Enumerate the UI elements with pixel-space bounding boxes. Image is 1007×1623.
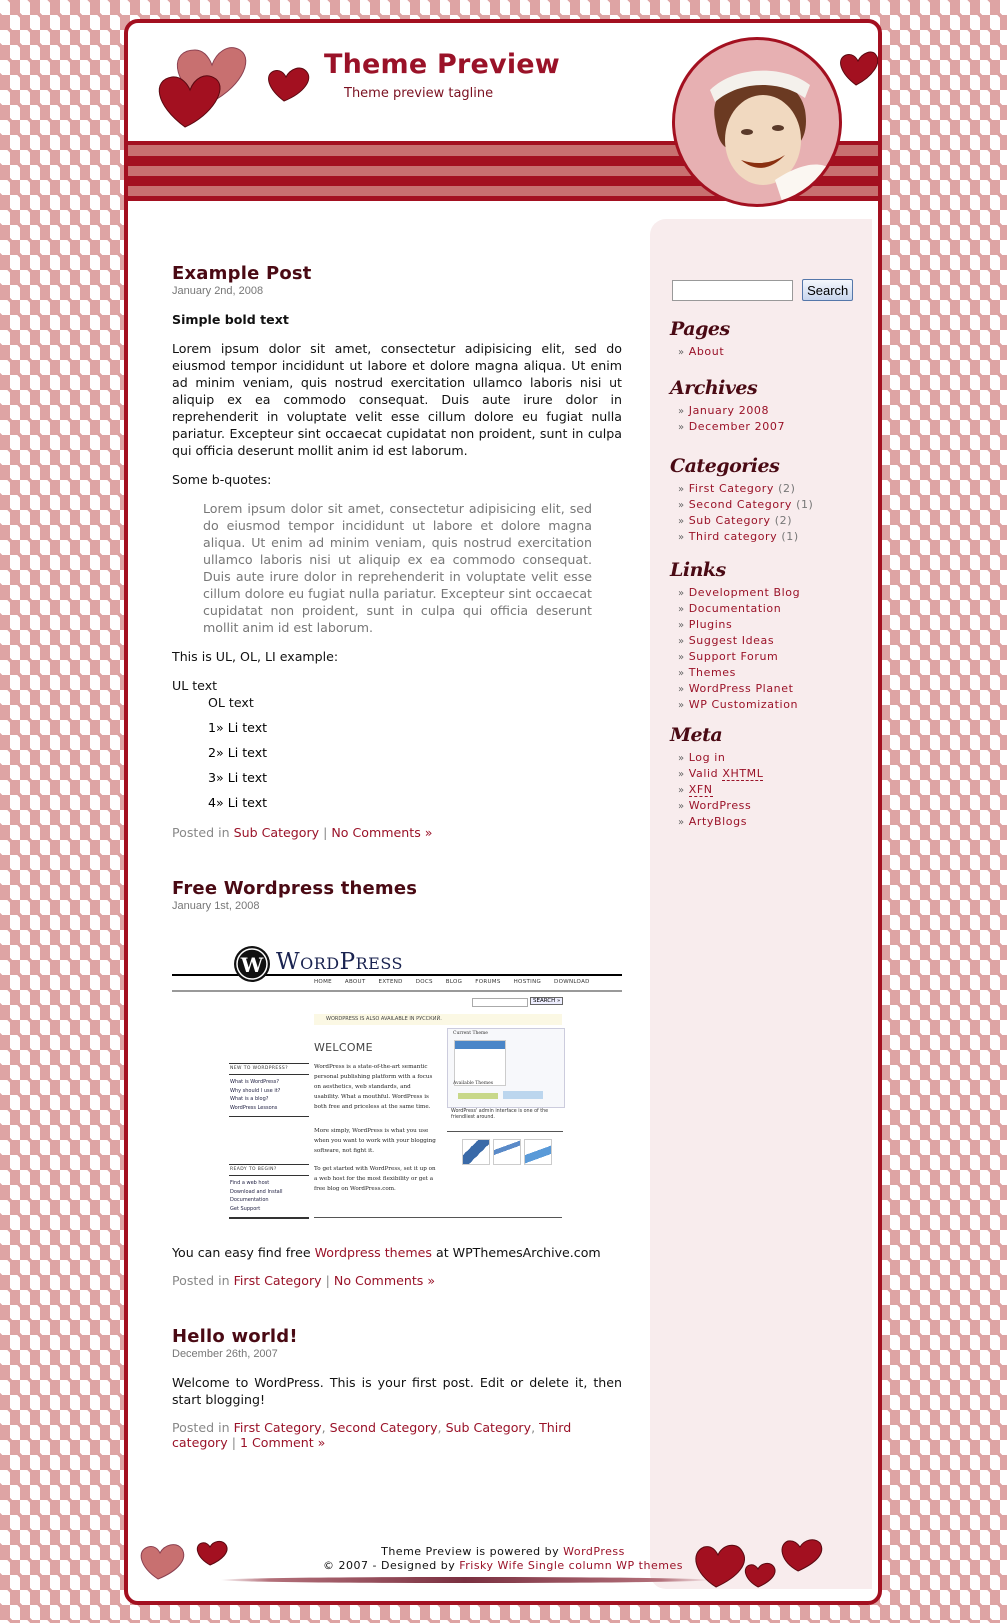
sidebar-item-category[interactable] [678, 481, 813, 497]
double-chevron-icon: » [678, 785, 685, 796]
post-hello-world [172, 1326, 622, 1450]
link-label[interactable]: ArtyBlogs [688, 815, 748, 828]
footer [128, 1531, 878, 1601]
widget-title: Meta [670, 724, 723, 746]
category-link-second[interactable]: Second Category [329, 1420, 438, 1435]
wp-link: Find a web host [230, 1180, 270, 1186]
search-form [672, 279, 853, 301]
category-count: (1) [796, 498, 814, 511]
link-label[interactable]: WordPress Planet [688, 682, 794, 695]
sidebar-item-category[interactable] [678, 497, 813, 513]
wp-intro: WordPress is a state-of-the-art semantic personal publishing platform with a focus on aesthetics, web standards, and usability. What a mouthful. WordPress is both free and priceless at the same time. [314, 1064, 433, 1110]
category-link[interactable]: Sub Category [233, 825, 320, 840]
bquote-label: Some b-quotes: [172, 472, 272, 487]
sidebar [650, 219, 872, 1589]
link-label[interactable]: Plugins [688, 618, 733, 631]
category-count: (2) [778, 482, 796, 495]
post-title[interactable]: Free Wordpress themes [172, 878, 418, 899]
link-label[interactable]: Development Blog [688, 586, 801, 599]
link-label[interactable]: Suggest Ideas [688, 634, 775, 647]
search-button[interactable]: Search [802, 279, 853, 301]
double-chevron-icon: » [678, 422, 685, 433]
sidebar-item-archive[interactable] [678, 403, 785, 419]
page-container [124, 19, 882, 1605]
wp-link: Download and Install [230, 1188, 283, 1195]
wp-search-button: SEARCH » [530, 997, 563, 1005]
post-free-themes [172, 878, 622, 1288]
wp-available-themes: Available Themes [453, 1081, 494, 1086]
double-chevron-icon: » [678, 636, 685, 647]
category-count: (2) [774, 514, 793, 527]
category-link-third[interactable]: Third category [172, 1420, 572, 1450]
sidebar-item-link[interactable] [678, 697, 800, 713]
list-item: 2» Li text [208, 745, 268, 760]
link-label[interactable]: Sub Category [688, 514, 771, 527]
sidebar-item-link[interactable] [678, 633, 800, 649]
corner-heart-icon [834, 47, 880, 87]
find-themes-text [172, 1244, 622, 1261]
meta-separator: | [323, 825, 328, 840]
posted-in-label: Posted in [172, 825, 230, 840]
lorem-paragraph: Lorem ipsum dolor sit amet, consectetur adipisicing elit, sed do eiusmod tempor incididunt ut labore et dolore magna aliqua. Ut enim ad minim veniam, quis nostrud exercitation ullamco laboris nisi ut aliquip ex ea commodo consequat. Duis aute irure dolor in reprehenderit in voluptate velit esse cillum dolore eu fugiat nulla pariatur. Excepteur sint occaecat cupidatat non proident, sunt in culpa qui officia deserunt mollit anim id est laborum. [172, 341, 622, 458]
sidebar-item-login[interactable] [678, 750, 763, 766]
wp-nav-item: DOWNLOAD [554, 979, 590, 985]
wp-ready-heading: READY TO BEGIN? [230, 1167, 277, 1172]
designed-by-label: © 2007 - Designed by [323, 1559, 460, 1572]
wp-welcome: WELCOME [314, 1041, 373, 1054]
link-label[interactable]: Support Forum [688, 650, 779, 663]
double-chevron-icon: » [678, 406, 685, 417]
wp-nav-item: BLOG [445, 979, 463, 985]
wp-nav-item: FORUMS [475, 979, 501, 985]
sidebar-item-link[interactable] [678, 665, 800, 681]
portrait-image [672, 37, 842, 207]
link-label[interactable] [689, 767, 764, 781]
wordpress-logo-icon [232, 944, 272, 984]
valid-label: Valid [688, 767, 723, 780]
wp-nav-item: ABOUT [344, 979, 366, 985]
sidebar-item-archive[interactable] [678, 419, 785, 435]
link-label[interactable]: January 2008 [688, 404, 770, 417]
wp-notice: WORDPRESS IS ALSO AVAILABLE IN РУССКИЙ. [314, 1014, 562, 1025]
comments-link[interactable]: No Comments » [331, 825, 433, 840]
wp-nav-item: DOCS [415, 979, 433, 985]
sidebar-item-artyblogs[interactable] [678, 814, 763, 830]
sidebar-item-link[interactable] [678, 585, 800, 601]
link-label[interactable]: Third category [688, 530, 778, 543]
post-title[interactable]: Hello world! [172, 1326, 298, 1347]
link-label[interactable]: Second Category [688, 498, 792, 511]
post-date: January 1st, 2008 [172, 900, 260, 912]
wp-nav-item: EXTEND [378, 979, 403, 985]
wp-intro2: More simply, WordPress is what you use when you want to work with your blogging software, not fight it. [314, 1128, 436, 1154]
ol-text: OL text [208, 695, 254, 710]
wordpress-themes-link[interactable]: Wordpress themes [314, 1245, 432, 1260]
sidebar-item-wordpress[interactable] [678, 798, 763, 814]
sidebar-item-about[interactable] [678, 344, 730, 360]
site-tagline: Theme preview tagline [344, 86, 494, 101]
double-chevron-icon: » [678, 500, 685, 511]
ul-text: UL text [172, 678, 218, 693]
main-content [172, 263, 622, 1492]
double-chevron-icon: » [678, 652, 685, 663]
sidebar-item-link[interactable] [678, 649, 800, 665]
search-input[interactable] [672, 280, 793, 301]
small-heart-icon [264, 61, 312, 103]
wp-link: What is a blog? [230, 1096, 269, 1102]
powered-by-label: Theme Preview is powered by [381, 1545, 564, 1558]
link-label[interactable]: Documentation [688, 602, 782, 615]
hearts-cluster-icon [150, 35, 250, 130]
double-chevron-icon: » [678, 604, 685, 615]
wp-new-heading: NEW TO WORDPRESS? [230, 1066, 288, 1071]
post-meta [172, 1273, 622, 1288]
footer-hearts-right-icon [688, 1531, 828, 1591]
footer-divider [220, 1577, 710, 1583]
widget-meta [670, 724, 763, 830]
sidebar-item-xfn[interactable] [678, 782, 763, 798]
wp-link: Documentation [230, 1197, 269, 1203]
link-label[interactable]: Log in [688, 751, 726, 764]
double-chevron-icon: » [678, 684, 685, 695]
link-label[interactable]: WordPress [688, 799, 752, 812]
sidebar-item-link[interactable] [678, 617, 800, 633]
list-item: 4» Li text [208, 795, 268, 810]
widget-title: Links [670, 559, 726, 581]
comments-link[interactable]: 1 Comment » [239, 1435, 326, 1450]
xhtml-abbr: XHTML [722, 767, 764, 780]
post-entry [172, 1374, 622, 1408]
sidebar-item-category[interactable] [678, 513, 813, 529]
wp-nav-item: HOME [314, 979, 332, 985]
posted-in-label: Posted in [172, 1273, 230, 1288]
widget-title: Archives [670, 377, 758, 399]
sidebar-item-category[interactable] [678, 529, 813, 545]
text-before: You can easy find free [172, 1245, 315, 1260]
blockquote: Lorem ipsum dolor sit amet, consectetur adipisicing elit, sed do eiusmod tempor incididunt ut labore et dolore magna aliqua. Ut enim ad minim veniam, quis nostrud exercitation ullamco laboris nisi ut aliquip ex ea commodo consequat. Duis aute irure dolor in reprehenderit in voluptate velit esse cillum dolore eu fugiat nulla pariatur. Excepteur sint occaecat cupidatat non proident, sunt in culpa qui officia deserunt mollit anim id est laborum. [203, 501, 592, 635]
link-label[interactable]: December 2007 [688, 420, 786, 433]
widget-archives [670, 377, 785, 435]
widget-pages [670, 318, 730, 360]
double-chevron-icon: » [678, 801, 685, 812]
post-title[interactable]: Example Post [172, 263, 312, 284]
wp-current-theme: Current Theme [453, 1031, 488, 1036]
comments-link[interactable]: No Comments » [333, 1273, 436, 1288]
xfn-abbr: XFN [688, 783, 713, 796]
wp-thumbnails [462, 1139, 552, 1165]
double-chevron-icon: » [678, 484, 685, 495]
site-title[interactable]: Theme Preview [324, 49, 560, 80]
category-count: (1) [781, 530, 799, 543]
link-label[interactable]: About [688, 345, 725, 358]
header [128, 23, 878, 223]
wp-new-links [230, 1078, 280, 1112]
category-link[interactable]: First Category [233, 1273, 322, 1288]
meta-separator: | [231, 1435, 236, 1450]
wp-link: Get Support [230, 1205, 261, 1212]
link-label[interactable] [689, 783, 713, 797]
double-chevron-icon: » [678, 769, 685, 780]
link-label[interactable]: Themes [688, 666, 736, 679]
text-after: at WPThemesArchive.com [431, 1245, 601, 1260]
double-chevron-icon: » [678, 532, 685, 543]
sidebar-item-valid-xhtml[interactable] [678, 766, 763, 782]
wp-link: Why should I use it? [230, 1087, 281, 1094]
list-item: 3» Li text [208, 770, 268, 785]
list-label: This is UL, OL, LI example: [172, 649, 339, 664]
posted-in-label: Posted in [172, 1420, 230, 1435]
meta-separator: | [325, 1273, 330, 1288]
wordpress-logo-text: WordPress [276, 949, 403, 975]
sidebar-item-link[interactable] [678, 681, 800, 697]
woman-portrait-icon [675, 40, 842, 207]
wp-link: WordPress Lessons [230, 1104, 278, 1111]
category-link-sub[interactable]: Sub Category [445, 1420, 532, 1435]
double-chevron-icon: » [678, 620, 685, 631]
link-label[interactable]: WP Customization [688, 698, 799, 711]
footer-wordpress-link[interactable]: WordPress [563, 1545, 625, 1558]
wp-admin-preview [447, 1028, 565, 1108]
wordpress-screenshot [172, 938, 622, 1226]
sidebar-item-link[interactable] [678, 601, 800, 617]
double-chevron-icon: » [678, 347, 685, 358]
post-meta: Posted in First Category, Second Category, Sub Category, Third category | 1 Comment » [172, 1420, 572, 1450]
wp-nav [314, 979, 590, 985]
wp-nav-item: HOSTING [513, 979, 542, 985]
double-chevron-icon: » [678, 588, 685, 599]
double-chevron-icon: » [678, 668, 685, 679]
footer-designer-link[interactable]: Frisky Wife Single column WP themes [459, 1559, 683, 1572]
widget-title: Pages [670, 318, 730, 340]
link-label[interactable]: First Category [688, 482, 775, 495]
wp-link: What is WordPress? [230, 1079, 279, 1085]
post-date: January 2nd, 2008 [172, 285, 264, 297]
wp-caption: WordPress' admin interface is one of the friendliest around. [451, 1109, 549, 1120]
wp-intro3: To get started with WordPress, set it up on a web host for the most flexibility or get a free blog on WordPress.com. [314, 1166, 436, 1192]
bold-text: Simple bold text [172, 312, 289, 327]
list-item: 1» Li text [208, 720, 268, 735]
double-chevron-icon: » [678, 817, 685, 828]
post-date: December 26th, 2007 [172, 1348, 278, 1360]
post-entry [172, 1244, 622, 1261]
post-example [172, 263, 622, 840]
svg-text:W: W [240, 953, 264, 977]
widget-title: Categories [670, 455, 780, 477]
welcome-paragraph: Welcome to WordPress. This is your first post. Edit or delete it, then start blogging! [172, 1375, 622, 1407]
double-chevron-icon: » [678, 516, 685, 527]
double-chevron-icon: » [678, 700, 685, 711]
widget-links [670, 559, 800, 713]
category-link-first[interactable]: First Category [233, 1420, 322, 1435]
post-entry [172, 311, 622, 811]
widget-categories [670, 455, 813, 545]
post-meta [172, 825, 622, 840]
wp-ready-links [230, 1179, 283, 1213]
double-chevron-icon: » [678, 753, 685, 764]
